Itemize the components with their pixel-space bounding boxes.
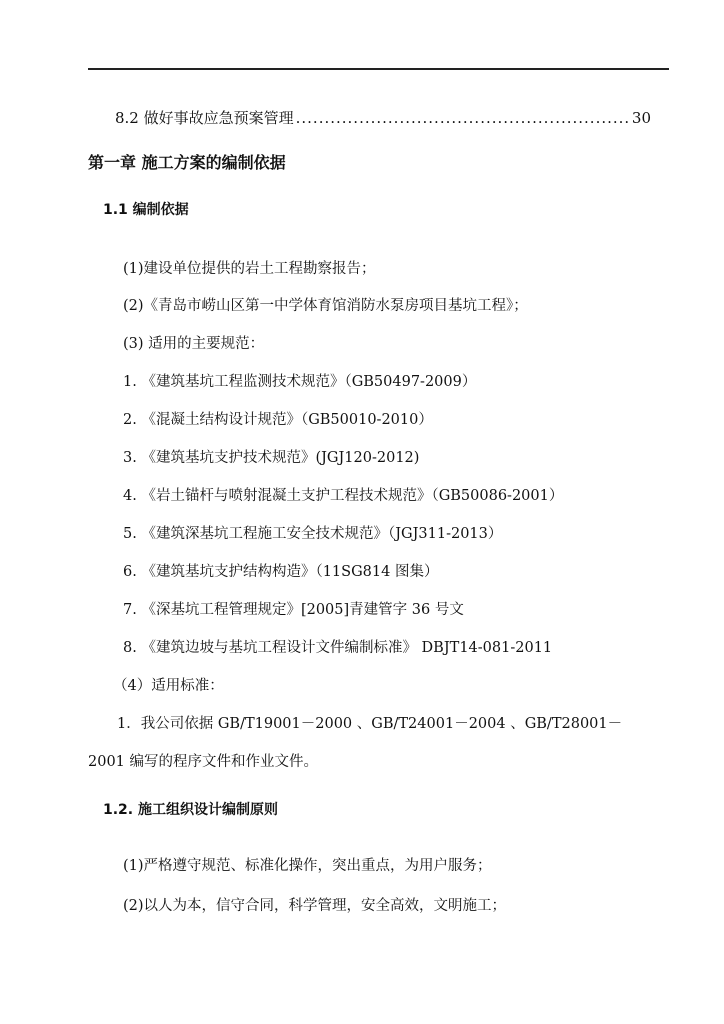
code-item-3: 3. 《建筑基坑支护技术规范》(JGJ120-2012) <box>123 450 420 466</box>
basis-item-2: (2)《青岛市崂山区第一中学体育馆消防水泵房项目基坑工程》； <box>123 298 528 314</box>
toc-dot-leader <box>296 108 630 128</box>
header-rule <box>88 68 669 70</box>
standards-item-1-cont: 2001 编写的程序文件和作业文件。 <box>88 754 319 770</box>
principle-item-1: (1)严格遵守规范、标准化操作，突出重点，为用户服务； <box>123 858 492 874</box>
section-heading-1-2: 1.2. 施工组织设计编制原则 <box>103 802 278 818</box>
basis-item-1: (1)建设单位提供的岩土工程勘察报告； <box>123 261 376 277</box>
section-heading-1-1: 1.1 编制依据 <box>103 202 189 218</box>
chapter-heading: 第一章 施工方案的编制依据 <box>88 153 286 172</box>
code-item-6: 6. 《建筑基坑支护结构构造》（11SG814 图集） <box>123 564 439 580</box>
principle-item-2: (2)以人为本，信守合同，科学管理，安全高效，文明施工； <box>123 898 507 914</box>
toc-entry[interactable] <box>115 108 651 128</box>
code-item-7: 7. 《深基坑工程管理规定》[2005]青建管字 36 号文 <box>123 602 464 618</box>
code-item-2: 2. 《混凝土结构设计规范》（GB50010-2010） <box>123 412 433 428</box>
code-item-5: 5. 《建筑深基坑工程施工安全技术规范》（JGJ311-2013） <box>123 526 503 542</box>
standards-heading: （4）适用标准： <box>113 678 224 694</box>
code-item-8: 8. 《建筑边坡与基坑工程设计文件编制标准》 DBJT14-081-2011 <box>123 640 553 656</box>
code-item-1: 1. 《建筑基坑工程监测技术规范》（GB50497-2009） <box>123 374 477 390</box>
code-item-4: 4. 《岩土锚杆与喷射混凝土支护工程技术规范》（GB50086-2001） <box>123 488 564 504</box>
toc-entry-title: 8.2 做好事故应急预案管理 <box>115 109 294 127</box>
standards-item-1: 1．我公司依据 GB/T19001－2000 、GB/T24001－2004 、GB/T28001－ <box>117 716 623 732</box>
toc-entry-page: 30 <box>631 109 651 127</box>
basis-item-3: (3) 适用的主要规范： <box>123 336 265 352</box>
